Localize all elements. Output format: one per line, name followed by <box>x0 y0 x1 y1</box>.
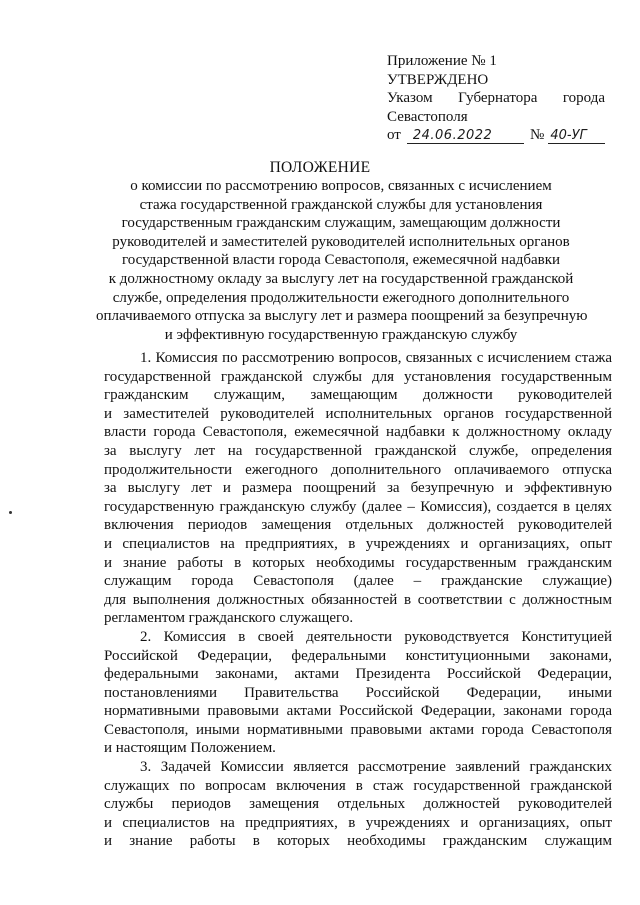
paragraph-line: власти города Севастополя, ежемесячной надбавки к должностному окладу <box>104 424 612 441</box>
paragraph-line: служащим города Севастополя (далее – гражданские служащие) <box>104 573 612 590</box>
decree-line <box>387 89 605 108</box>
subtitle-line: и эффективную государственную гражданскую службу <box>164 326 518 343</box>
approved-stamp-text: УТВЕРЖДЕНО <box>387 71 489 88</box>
subtitle-line: службе, определения продолжительности ежегодного дополнительного <box>112 289 570 306</box>
paragraph-line: и заместителей руководителей исполнительных органов государственной <box>104 405 612 422</box>
document-body <box>104 349 612 851</box>
handwritten-number: 40-УГ <box>548 129 605 144</box>
paragraph-1 <box>104 349 612 628</box>
paragraph-line: Севастополя, иными нормативными правовыми актами города Севастополя <box>104 721 612 738</box>
paragraph-line: федеральными законами, актами Президента Российской Федерации, <box>104 666 612 683</box>
paragraph-line: 3. Задачей Комиссии является рассмотрение заявлений гражданских <box>140 759 612 776</box>
from-label: от <box>387 127 401 143</box>
paragraph-line: государственной гражданской службы для установления государственным <box>104 368 612 385</box>
paragraph-3 <box>104 758 612 851</box>
paragraph-line: постановлениями Правительства Российской Федерации, иными <box>104 684 612 701</box>
paragraph-line: службы периодов замещения отдельных должностей руководителей <box>104 796 612 813</box>
subtitle-line: государственной власти города Севастополя, ежемесячной надбавки <box>121 252 561 269</box>
paragraph-line: включения периодов замещения отдельных должностей руководителей <box>104 517 612 534</box>
number-sign: № <box>530 127 545 143</box>
paragraph-line: за выслугу лет на государственной гражданской службе, определения <box>104 442 612 459</box>
paragraph-line: за выслугу лет и размера поощрений за безупречную и эффективную <box>104 480 612 497</box>
subtitle-line: оплачиваемого отпуска за выслугу лет и размера поощрений за безупречную <box>96 308 588 325</box>
paragraph-line: и знание работы в которых необходимы государственным гражданским <box>104 554 612 571</box>
decree-word: города <box>562 90 605 106</box>
paragraph-line: регламентом гражданского служащего. <box>104 610 354 627</box>
paragraph-line: 2. Комиссия в своей деятельности руководствуется Конституцией <box>140 628 612 645</box>
subtitle-line: о комиссии по рассмотрению вопросов, связанных с исчислением <box>130 178 552 194</box>
decree-word: Указом <box>387 90 433 106</box>
subtitle-line: государственным гражданским служащим, замещающим должности <box>121 215 561 232</box>
subtitle-line: к должностному окладу за выслугу лет на государственной гражданской <box>108 270 574 287</box>
decree-word: Губернатора <box>458 90 538 106</box>
paragraph-line: и специалистов на предприятиях, в учреждениях и организациях, опыт <box>104 535 612 552</box>
appendix-label: Приложение № 1 <box>387 53 497 69</box>
paragraph-line: и настоящим Положением. <box>104 740 276 757</box>
document-title: ПОЛОЖЕНИЕ <box>269 159 371 176</box>
handwritten-date: 24.06.2022 <box>407 129 524 144</box>
city-label: Севастополя <box>387 108 468 125</box>
paragraph-2 <box>104 628 612 758</box>
paragraph-line: для выполнения должностных обязанностей в соответствии с должностным <box>104 591 612 608</box>
paragraph-line: служащих по вопросам включения в стаж государственной гражданской <box>104 777 612 794</box>
paragraph-line: и специалистов на предприятиях, в учреждениях и организациях, опыт <box>104 814 612 831</box>
scan-speck <box>9 511 12 514</box>
paragraph-line: гражданским служащим, замещающим должности руководителей <box>104 387 612 404</box>
paragraph-line: и знание работы в которых необходимы гражданским служащим <box>104 833 612 850</box>
date-number-line <box>387 126 605 145</box>
approval-block <box>387 52 605 145</box>
paragraph-line: 1. Комиссия по рассмотрению вопросов, связанных с исчислением стажа <box>140 350 612 366</box>
subtitle-line: руководителей и заместителей руководителей исполнительных органов <box>112 233 570 250</box>
paragraph-line: продолжительности ежегодного дополнительного оплачиваемого отпуска <box>104 461 612 478</box>
paragraph-line: государственную гражданскую службу (далее – Комиссия), создается в целях <box>104 498 612 515</box>
paragraph-line: нормативными правовыми актами Российской Федерации, законами города <box>104 703 612 720</box>
subtitle-line: стажа государственной гражданской службы для установления <box>139 196 543 213</box>
document-subtitle <box>96 177 586 344</box>
paragraph-line: Российской Федерации, федеральными конституционными законами, <box>104 647 612 664</box>
